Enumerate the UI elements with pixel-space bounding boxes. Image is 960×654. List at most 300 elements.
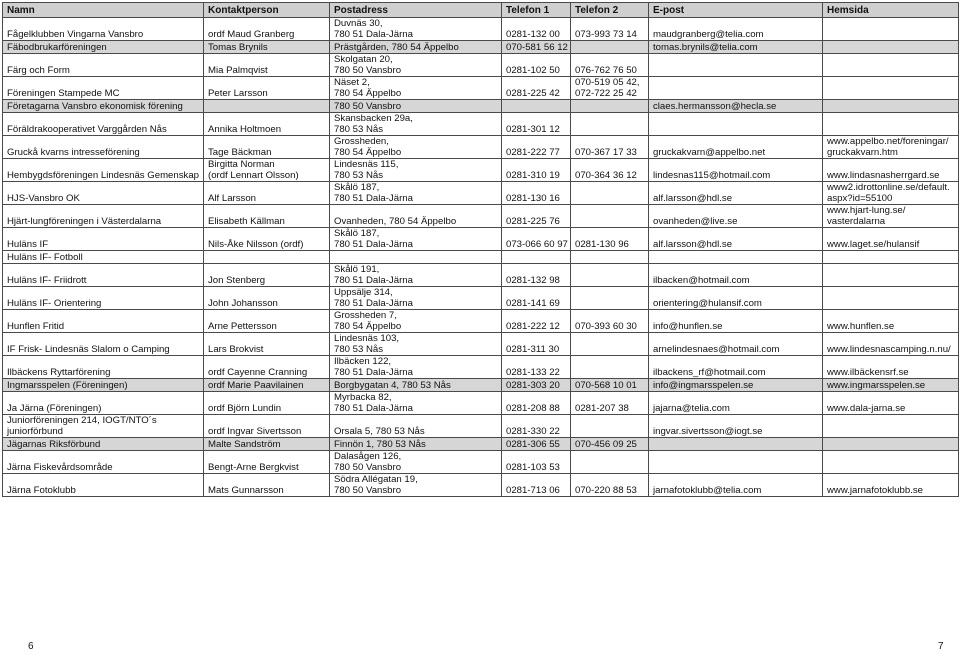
cell-name — [3, 54, 204, 77]
cell-text: 0281-225 76 — [506, 216, 560, 227]
cell-text[interactable]: www.lindasnasherrgard.se — [827, 170, 940, 181]
cell-text: Dalasågen 126, — [334, 451, 402, 462]
cell-text[interactable]: www.laget.se/hulansif — [827, 239, 920, 250]
cell-address — [330, 205, 502, 228]
table-row — [3, 264, 959, 287]
cell-email — [649, 287, 823, 310]
cell-contact — [204, 136, 330, 159]
cell-text: Orsala 5, 780 53 Nås — [334, 426, 425, 437]
column-header-phone2: Telefon 2 — [571, 3, 649, 18]
cell-phone1 — [502, 113, 571, 136]
cell-email — [649, 18, 823, 41]
cell-text: 0281-301 12 — [506, 124, 560, 135]
cell-phone1 — [502, 228, 571, 251]
cell-phone2 — [571, 182, 649, 205]
cell-email — [649, 136, 823, 159]
cell-text: Ilbäckens Ryttarförening — [7, 367, 111, 378]
cell-text: 0281-130 96 — [575, 239, 629, 250]
cell-text: Hjärt-lungföreningen i Västerdalarna — [7, 216, 162, 227]
cell-contact — [204, 451, 330, 474]
cell-phone2 — [571, 379, 649, 392]
cell-text: Annika Holtmoen — [208, 124, 282, 135]
table-row — [3, 474, 959, 497]
cell-contact — [204, 41, 330, 54]
cell-website — [823, 356, 959, 379]
cell-text[interactable]: jajarna@telia.com — [653, 403, 730, 414]
cell-text: Lindesnäs 103, — [334, 333, 400, 344]
table-row — [3, 182, 959, 205]
cell-text[interactable]: www.ingmarsspelen.se — [827, 380, 926, 391]
cell-text: HJS-Vansbro OK — [7, 193, 80, 204]
table-row — [3, 451, 959, 474]
cell-text: Tage Bäckman — [208, 147, 272, 158]
cell-name — [3, 205, 204, 228]
cell-text: Alf Larsson — [208, 193, 256, 204]
cell-website — [823, 77, 959, 100]
cell-email — [649, 100, 823, 113]
cell-text: 780 53 Nås — [334, 124, 384, 135]
cell-text[interactable]: maudgranberg@telia.com — [653, 29, 764, 40]
cell-text: 0281-306 55 — [506, 439, 560, 450]
table-row — [3, 100, 959, 113]
cell-address — [330, 228, 502, 251]
table-row — [3, 159, 959, 182]
cell-text: Juniorföreningen 214, IOGT/NTO´s — [7, 415, 157, 426]
cell-name — [3, 100, 204, 113]
cell-phone1 — [502, 41, 571, 54]
cell-name — [3, 356, 204, 379]
cell-phone2 — [571, 333, 649, 356]
cell-phone1 — [502, 251, 571, 264]
cell-text: 0281-102 50 — [506, 65, 560, 76]
cell-text[interactable]: www.dala-jarna.se — [827, 403, 906, 414]
cell-text: 0281-713 06 — [506, 485, 560, 496]
cell-text[interactable]: alf.larsson@hdl.se — [653, 239, 733, 250]
cell-contact — [204, 100, 330, 113]
cell-name — [3, 113, 204, 136]
cell-address — [330, 333, 502, 356]
cell-text[interactable]: ingvar.sivertsson@iogt.se — [653, 426, 763, 437]
cell-contact — [204, 474, 330, 497]
cell-text: Järna Fiskevårdsområde — [7, 462, 113, 473]
cell-text[interactable]: www.lindesnascamping.n.nu/ — [827, 344, 951, 355]
cell-phone1 — [502, 310, 571, 333]
cell-text: 0281-222 77 — [506, 147, 560, 158]
table-body — [3, 18, 959, 497]
cell-contact — [204, 392, 330, 415]
cell-text: Bengt-Arne Bergkvist — [208, 462, 299, 473]
cell-text[interactable]: arnelindesnaes@hotmail.com — [653, 344, 780, 355]
cell-text: (ordf Lennart Olsson) — [208, 170, 299, 181]
cell-text: Färg och Form — [7, 65, 70, 76]
column-header-address: Postadress — [330, 3, 502, 18]
cell-text: 076-762 76 50 — [575, 65, 637, 76]
cell-contact — [204, 415, 330, 438]
cell-text[interactable]: www.ilbäckensrf.se — [827, 367, 909, 378]
cell-phone1 — [502, 356, 571, 379]
cell-text: Fågelklubben Vingarna Vansbro — [7, 29, 144, 40]
cell-email — [649, 392, 823, 415]
cell-text: 0281-132 00 — [506, 29, 560, 40]
cell-text: 070-220 88 53 — [575, 485, 637, 496]
cell-text: ordf Ingvar Sivertsson — [208, 426, 302, 437]
table-row — [3, 392, 959, 415]
cell-text: John Johansson — [208, 298, 278, 309]
cell-website — [823, 333, 959, 356]
cell-text: 070-581 56 12 — [506, 42, 568, 53]
table-row — [3, 205, 959, 228]
cell-email — [649, 333, 823, 356]
cell-phone1 — [502, 205, 571, 228]
cell-text: Mats Gunnarsson — [208, 485, 284, 496]
cell-text: Peter Larsson — [208, 88, 268, 99]
cell-phone1 — [502, 54, 571, 77]
cell-website — [823, 228, 959, 251]
cell-website — [823, 415, 959, 438]
cell-phone1 — [502, 438, 571, 451]
cell-name — [3, 310, 204, 333]
cell-address — [330, 356, 502, 379]
cell-website — [823, 18, 959, 41]
cell-name — [3, 182, 204, 205]
cell-name — [3, 18, 204, 41]
cell-text: 0281-141 69 — [506, 298, 560, 309]
cell-text[interactable]: gruckakvarn.htm — [827, 147, 898, 158]
table-row — [3, 415, 959, 438]
cell-website — [823, 451, 959, 474]
cell-phone1 — [502, 333, 571, 356]
cell-text[interactable]: tomas.brynils@telia.com — [653, 42, 758, 53]
cell-phone1 — [502, 77, 571, 100]
cell-text: Hembygdsföreningen Lindesnäs Gemenskap — [7, 170, 199, 181]
cell-text: 780 50 Vansbro — [334, 485, 402, 496]
cell-address — [330, 474, 502, 497]
association-directory-table — [2, 2, 959, 497]
cell-phone2 — [571, 392, 649, 415]
cell-name — [3, 136, 204, 159]
cell-text: 0281-225 42 — [506, 88, 560, 99]
cell-text: Skansbacken 29a, — [334, 113, 413, 124]
cell-text[interactable]: info@ingmarsspelen.se — [653, 380, 754, 391]
cell-email — [649, 251, 823, 264]
cell-address — [330, 77, 502, 100]
cell-text: 0281-130 16 — [506, 193, 560, 204]
cell-text[interactable]: gruckakvarn@appelbo.net — [653, 147, 766, 158]
header-row — [3, 3, 959, 18]
cell-phone2 — [571, 54, 649, 77]
cell-text: 0281-208 88 — [506, 403, 560, 414]
cell-text: Borgbygatan 4, 780 53 Nås — [334, 380, 451, 391]
cell-address — [330, 159, 502, 182]
cell-phone2 — [571, 113, 649, 136]
cell-text: 780 53 Nås — [334, 170, 384, 181]
cell-text: 072-722 25 42 — [575, 88, 637, 99]
column-header-email: E-post — [649, 3, 823, 18]
cell-email — [649, 379, 823, 392]
cell-contact — [204, 182, 330, 205]
cell-text[interactable]: www.hjart-lung.se/ — [827, 205, 906, 216]
cell-text: 780 53 Nås — [334, 344, 384, 355]
cell-text: 070-364 36 12 — [575, 170, 637, 181]
column-header-name: Namn — [3, 3, 204, 18]
cell-text: Finnön 1, 780 53 Nås — [334, 439, 426, 450]
cell-text: IF Frisk- Lindesnäs Slalom o Camping — [7, 344, 170, 355]
table-row — [3, 54, 959, 77]
cell-text: 0281-133 22 — [506, 367, 560, 378]
cell-text: 070-393 60 30 — [575, 321, 637, 332]
cell-email — [649, 113, 823, 136]
cell-text: 780 50 Vansbro — [334, 65, 402, 76]
cell-text: 780 50 Vansbro — [334, 101, 402, 112]
cell-text: Birgitta Norman — [208, 159, 275, 170]
cell-email — [649, 415, 823, 438]
cell-contact — [204, 310, 330, 333]
cell-text: Huläns IF- Fotboll — [7, 252, 83, 263]
column-header-contact: Kontaktperson — [204, 3, 330, 18]
cell-name — [3, 159, 204, 182]
cell-email — [649, 159, 823, 182]
cell-text: Föräldrakooperativet Varggården Nås — [7, 124, 167, 135]
cell-address — [330, 287, 502, 310]
cell-website — [823, 205, 959, 228]
cell-phone2 — [571, 251, 649, 264]
cell-website — [823, 474, 959, 497]
cell-website — [823, 54, 959, 77]
cell-text[interactable]: lindesnas115@hotmail.com — [653, 170, 771, 181]
cell-email — [649, 205, 823, 228]
cell-email — [649, 474, 823, 497]
cell-text[interactable]: ilbacken@hotmail.com — [653, 275, 750, 286]
cell-contact — [204, 113, 330, 136]
cell-website — [823, 438, 959, 451]
cell-text: ordf Björn Lundin — [208, 403, 282, 414]
cell-website — [823, 287, 959, 310]
cell-phone2 — [571, 18, 649, 41]
cell-text: 073-993 73 14 — [575, 29, 637, 40]
cell-name — [3, 264, 204, 287]
cell-phone1 — [502, 379, 571, 392]
cell-text[interactable]: www.jarnafotoklubb.se — [827, 485, 923, 496]
cell-phone2 — [571, 474, 649, 497]
cell-website — [823, 113, 959, 136]
cell-text: 070-456 09 25 — [575, 439, 637, 450]
cell-text: Huläns IF- Orientering — [7, 298, 102, 309]
cell-name — [3, 287, 204, 310]
cell-email — [649, 182, 823, 205]
table-row — [3, 379, 959, 392]
cell-address — [330, 310, 502, 333]
cell-address — [330, 100, 502, 113]
cell-text: Södra Allégatan 19, — [334, 474, 418, 485]
cell-text[interactable]: www2.idrottonline.se/default. — [827, 182, 950, 193]
cell-name — [3, 333, 204, 356]
cell-text: Jon Stenberg — [208, 275, 266, 286]
cell-website — [823, 251, 959, 264]
cell-text[interactable]: claes.hermansson@hecla.se — [653, 101, 777, 112]
cell-phone1 — [502, 287, 571, 310]
cell-text: 780 51 Dala-Järna — [334, 403, 413, 414]
cell-text: 780 54 Äppelbo — [334, 321, 402, 332]
column-header-website: Hemsida — [823, 3, 959, 18]
table-row — [3, 113, 959, 136]
table-row — [3, 310, 959, 333]
cell-website — [823, 264, 959, 287]
cell-phone1 — [502, 264, 571, 287]
cell-text[interactable]: vasterdalarna — [827, 216, 886, 227]
cell-phone2 — [571, 41, 649, 54]
cell-text: 780 51 Dala-Järna — [334, 275, 413, 286]
cell-text: juniorförbund — [7, 426, 64, 437]
cell-phone1 — [502, 392, 571, 415]
cell-phone2 — [571, 438, 649, 451]
cell-text: Huläns IF- Friidrott — [7, 275, 87, 286]
cell-email — [649, 228, 823, 251]
cell-text: Tomas Brynils — [208, 42, 268, 53]
page-number-right: 7 — [938, 641, 944, 652]
cell-email — [649, 356, 823, 379]
cell-text: 0281-310 19 — [506, 170, 560, 181]
cell-contact — [204, 18, 330, 41]
cell-text: 780 51 Dala-Järna — [334, 29, 413, 40]
cell-text: Hunflen Fritid — [7, 321, 65, 332]
cell-address — [330, 182, 502, 205]
cell-phone2 — [571, 451, 649, 474]
cell-text[interactable]: orientering@hulansif.com — [653, 298, 762, 309]
table-row — [3, 228, 959, 251]
cell-phone1 — [502, 100, 571, 113]
cell-text: 0281-311 30 — [506, 344, 560, 355]
cell-phone2 — [571, 159, 649, 182]
cell-email — [649, 264, 823, 287]
cell-text[interactable]: jarnafotoklubb@telia.com — [653, 485, 762, 496]
cell-text: 0281-303 20 — [506, 380, 560, 391]
table-row — [3, 438, 959, 451]
cell-text: Skålö 187, — [334, 228, 380, 239]
cell-text: Järna Fotoklubb — [7, 485, 76, 496]
cell-text: Mia Palmqvist — [208, 65, 268, 76]
cell-phone2 — [571, 136, 649, 159]
cell-website — [823, 41, 959, 54]
table-row — [3, 287, 959, 310]
cell-text: Ja Järna (Föreningen) — [7, 403, 102, 414]
cell-phone1 — [502, 415, 571, 438]
cell-email — [649, 41, 823, 54]
cell-text[interactable]: alf.larsson@hdl.se — [653, 193, 733, 204]
cell-phone2 — [571, 77, 649, 100]
cell-address — [330, 451, 502, 474]
cell-text: Ingmarsspelen (Föreningen) — [7, 380, 128, 391]
cell-text: Lindesnäs 115, — [334, 159, 399, 170]
cell-phone2 — [571, 356, 649, 379]
cell-website — [823, 182, 959, 205]
cell-website — [823, 136, 959, 159]
cell-phone2 — [571, 310, 649, 333]
cell-website — [823, 392, 959, 415]
cell-phone2 — [571, 264, 649, 287]
cell-name — [3, 41, 204, 54]
cell-text: 0281-222 12 — [506, 321, 560, 332]
cell-email — [649, 310, 823, 333]
cell-address — [330, 136, 502, 159]
column-header-phone1: Telefon 1 — [502, 3, 571, 18]
cell-address — [330, 438, 502, 451]
cell-email — [649, 54, 823, 77]
cell-text[interactable]: aspx?id=55100 — [827, 193, 893, 204]
table-row — [3, 18, 959, 41]
cell-text: 0281-132 98 — [506, 275, 560, 286]
cell-name — [3, 392, 204, 415]
cell-text: 780 51 Dala-Järna — [334, 298, 413, 309]
table-row — [3, 333, 959, 356]
cell-text[interactable]: ovanheden@live.se — [653, 216, 738, 227]
cell-address — [330, 415, 502, 438]
cell-text: 780 51 Dala-Järna — [334, 193, 413, 204]
cell-email — [649, 451, 823, 474]
page-number-left: 6 — [28, 641, 34, 652]
cell-contact — [204, 264, 330, 287]
table-row — [3, 356, 959, 379]
cell-text[interactable]: ilbackens_rf@hotmail.com — [653, 367, 766, 378]
cell-phone1 — [502, 451, 571, 474]
cell-website — [823, 310, 959, 333]
cell-text: Gruckå kvarns intresseförening — [7, 147, 140, 158]
cell-text: Duvnäs 30, — [334, 18, 383, 29]
cell-text[interactable]: www.appelbo.net/foreningar/ — [827, 136, 949, 147]
cell-text: Ilbäcken 122, — [334, 356, 392, 367]
cell-text: 780 51 Dala-Järna — [334, 239, 413, 250]
cell-phone2 — [571, 415, 649, 438]
cell-address — [330, 379, 502, 392]
cell-text: 070-367 17 33 — [575, 147, 637, 158]
cell-name — [3, 415, 204, 438]
cell-contact — [204, 333, 330, 356]
cell-text: ordf Maud Granberg — [208, 29, 295, 40]
cell-text: Grossheden 7, — [334, 310, 397, 321]
cell-email — [649, 438, 823, 451]
cell-text: Huläns IF — [7, 239, 49, 250]
table-row — [3, 41, 959, 54]
cell-contact — [204, 379, 330, 392]
cell-text: Föreningen Stampede MC — [7, 88, 120, 99]
cell-text: 0281-330 22 — [506, 426, 560, 437]
cell-text[interactable]: www.hunflen.se — [827, 321, 895, 332]
cell-text: Uppsälje 314, — [334, 287, 393, 298]
cell-contact — [204, 356, 330, 379]
cell-address — [330, 18, 502, 41]
cell-name — [3, 228, 204, 251]
cell-phone1 — [502, 159, 571, 182]
cell-contact — [204, 228, 330, 251]
cell-address — [330, 41, 502, 54]
cell-text: Prästgården, 780 54 Äppelbo — [334, 42, 459, 53]
cell-text: Jägarnas Riksförbund — [7, 439, 101, 450]
cell-name — [3, 438, 204, 451]
cell-contact — [204, 205, 330, 228]
cell-text: Myrbacka 82, — [334, 392, 392, 403]
cell-address — [330, 264, 502, 287]
cell-text: 780 50 Vansbro — [334, 462, 402, 473]
cell-text: Skålö 191, — [334, 264, 380, 275]
cell-text: Näset 2, — [334, 77, 370, 88]
cell-name — [3, 451, 204, 474]
cell-name — [3, 474, 204, 497]
cell-text: 780 54 Äppelbo — [334, 88, 402, 99]
cell-text: ordf Cayenne Cranning — [208, 367, 308, 378]
cell-phone2 — [571, 100, 649, 113]
cell-text[interactable]: info@hunflen.se — [653, 321, 723, 332]
cell-text: 073-066 60 97 — [506, 239, 568, 250]
cell-contact — [204, 54, 330, 77]
